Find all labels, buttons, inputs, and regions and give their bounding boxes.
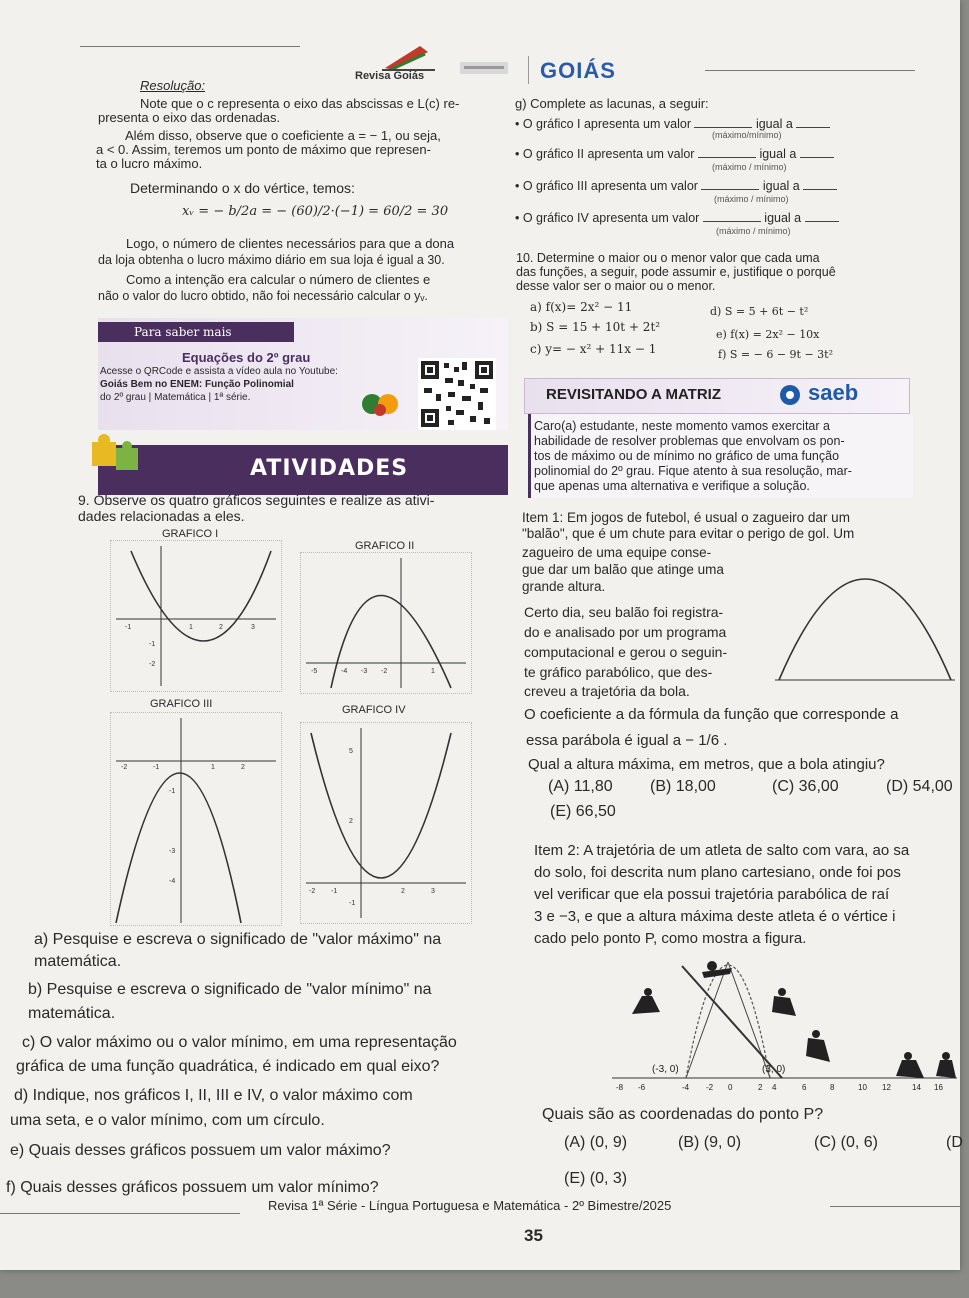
blank-g3: • O gráfico III apresenta um valor igual a bbox=[515, 178, 837, 194]
item1-l4: gue dar um balão que atinge uma bbox=[522, 562, 724, 577]
graph3 bbox=[110, 712, 282, 926]
item2-option-b[interactable]: (B) (9, 0) bbox=[678, 1134, 742, 1151]
item1-l2: "balão", que é um chute para evitar o perigo de gol. Um bbox=[522, 526, 855, 541]
resolucao-p5b: não o valor do lucro obtido, não foi necessário calcular o yᵥ. bbox=[98, 289, 428, 303]
blank-g2: • O gráfico II apresenta um valor igual a bbox=[515, 146, 834, 162]
resolucao-p4: Logo, o número de clientes necessários para que a dona bbox=[126, 236, 455, 251]
pole-vault-graph bbox=[612, 952, 962, 1102]
svg-text:-1: -1 bbox=[149, 641, 156, 648]
item2-l3: vel verificar que ela possui trajetória parabólica de raí bbox=[534, 886, 890, 903]
mm-hint-1: (máximo/mínimo) bbox=[712, 130, 782, 140]
svg-text:-8: -8 bbox=[616, 1083, 624, 1092]
item1-option-d[interactable]: (D) 54,00 bbox=[886, 778, 953, 795]
item2-option-a[interactable]: (A) (0, 9) bbox=[564, 1134, 628, 1151]
graph2 bbox=[300, 552, 472, 694]
item2-l5: cado pelo ponto P, como mostra a figura. bbox=[534, 930, 807, 947]
governo-emblem-icon bbox=[460, 60, 510, 76]
item2-l1: Item 2: A trajetória de um atleta de salto com vara, ao sa bbox=[534, 842, 910, 859]
q10-fa: a) f(x)= 2x² − 11 bbox=[530, 300, 633, 314]
item1-option-c[interactable]: (C) 36,00 bbox=[772, 778, 839, 795]
para-saber-l2: Goiás Bem no ENEM: Função Polinomial bbox=[100, 379, 294, 390]
item1-l5: grande altura. bbox=[522, 579, 606, 594]
graph4-title: GRAFICO IV bbox=[342, 704, 406, 716]
svg-text:8: 8 bbox=[830, 1083, 835, 1092]
svg-text:-1: -1 bbox=[169, 788, 176, 795]
item2-option-c[interactable]: (C) (0, 6) bbox=[814, 1134, 878, 1151]
task-d-l2: uma seta, e o valor mínimo, com um círculo. bbox=[10, 1112, 325, 1129]
q10-fe: e) f(x) = 2x² − 10x bbox=[716, 328, 820, 341]
graph1-title: GRAFICO I bbox=[162, 528, 219, 540]
svg-text:3: 3 bbox=[251, 624, 255, 631]
resolucao-p4b: da loja obtenha o lucro máximo diário em sua loja é igual a 30. bbox=[98, 253, 445, 267]
graph4 bbox=[300, 722, 472, 924]
svg-text:-6: -6 bbox=[638, 1083, 646, 1092]
resolucao-p2: Além disso, observe que o coeficiente a = − 1, ou seja, bbox=[125, 128, 441, 143]
svg-text:1: 1 bbox=[189, 624, 193, 631]
puzzle-icon bbox=[84, 430, 154, 480]
item1-l3: zagueiro de uma equipe conse- bbox=[522, 545, 712, 560]
svg-text:16: 16 bbox=[934, 1083, 943, 1092]
svg-text:1: 1 bbox=[431, 668, 435, 675]
task-c-l1: c) O valor máximo ou o valor mínimo, em uma representação bbox=[22, 1034, 457, 1051]
svg-text:-2: -2 bbox=[149, 661, 156, 668]
footer-text: Revisa 1ª Série - Língua Portuguesa e Matemática - 2º Bimestre/2025 bbox=[268, 1198, 672, 1213]
svg-text:1: 1 bbox=[211, 764, 215, 771]
svg-text:-4: -4 bbox=[169, 878, 176, 885]
svg-text:5: 5 bbox=[349, 748, 353, 755]
item1-option-e[interactable]: (E) 66,50 bbox=[550, 803, 616, 820]
athlete-silhouettes-icon bbox=[632, 961, 956, 1078]
svg-text:-1: -1 bbox=[331, 888, 338, 895]
task-b-l2: matemática. bbox=[28, 1005, 116, 1022]
matriz-l3: tos de máximo ou de mínimo no gráfico de uma função bbox=[534, 449, 840, 463]
qrcode-icon[interactable] bbox=[418, 358, 496, 430]
svg-text:2: 2 bbox=[401, 888, 405, 895]
svg-text:-1: -1 bbox=[349, 900, 356, 907]
revisa-goias-logo: Revisa Goiás bbox=[355, 70, 425, 82]
svg-text:-3: -3 bbox=[361, 668, 368, 675]
top-rule-right bbox=[705, 70, 915, 71]
task-b-l1: b) Pesquise e escreva o significado de "valor mínimo" na bbox=[28, 981, 432, 998]
item1-l1: Item 1: Em jogos de futebol, é usual o zagueiro dar um bbox=[522, 510, 850, 525]
svg-text:3: 3 bbox=[431, 888, 435, 895]
svg-text:-3: -3 bbox=[169, 848, 176, 855]
goias-logo: GOIÁS bbox=[540, 58, 616, 83]
svg-text:-4: -4 bbox=[341, 668, 348, 675]
task-f: f) Quais desses gráficos possuem um valor mínimo? bbox=[6, 1179, 379, 1196]
item1-option-a[interactable]: (A) 11,80 bbox=[548, 778, 613, 795]
mm-hint-4: (máximo / mínimo) bbox=[716, 226, 791, 236]
svg-text:-1: -1 bbox=[153, 764, 160, 771]
item1-l9: te gráfico parabólico, que des- bbox=[524, 664, 713, 680]
item1-l8: computacional e gerou o seguin- bbox=[524, 644, 728, 660]
saeb-logo-icon bbox=[776, 384, 804, 406]
para-saber-l3: do 2º grau | Matemática | 1ª série. bbox=[100, 392, 251, 403]
para-saber-title: Equações do 2º grau bbox=[182, 350, 311, 365]
para-saber-l1: Acesse o QRCode e assista a vídeo aula no Youtube: bbox=[100, 366, 338, 377]
header-divider bbox=[528, 56, 529, 84]
matriz-l4: polinomial do 2º grau. Fique atento à sua resolução, mar- bbox=[534, 464, 852, 478]
svg-text:-4: -4 bbox=[682, 1083, 690, 1092]
svg-text:4: 4 bbox=[772, 1083, 777, 1092]
svg-text:2: 2 bbox=[349, 818, 353, 825]
top-rule bbox=[80, 46, 300, 47]
resolucao-title: Resolução: bbox=[140, 78, 206, 93]
svg-text:-2: -2 bbox=[706, 1083, 714, 1092]
item1-l7: do e analisado por um programa bbox=[524, 624, 727, 640]
svg-text:-5: -5 bbox=[311, 668, 318, 675]
item1-l11: O coeficiente a da fórmula da função que corresponde a bbox=[524, 706, 899, 723]
blank-g4: • O gráfico IV apresenta um valor igual a bbox=[515, 210, 839, 226]
graph2-title: GRAFICO II bbox=[355, 540, 415, 552]
footer-rule-right bbox=[830, 1206, 960, 1207]
item1-l6: Certo dia, seu balão foi registra- bbox=[524, 604, 724, 620]
q10-ff: f) S = − 6 − 9t − 3t² bbox=[718, 348, 833, 361]
item1-l12: essa parábola é igual a − 1/6 . bbox=[526, 732, 728, 749]
item1-l10: creveu a trajetória da bola. bbox=[524, 683, 690, 699]
resolucao-p3: Determinando o x do vértice, temos: bbox=[130, 180, 355, 196]
svg-text:6: 6 bbox=[802, 1083, 807, 1092]
footer-rule-left bbox=[0, 1213, 240, 1214]
item2-l2: do solo, foi descrita num plano cartesiano, onde foi pos bbox=[534, 864, 901, 881]
mm-hint-3: (máximo / mínimo) bbox=[714, 194, 789, 204]
revisa-logo-icon bbox=[380, 40, 440, 72]
resolucao-p5: Como a intenção era calcular o número de clientes e bbox=[126, 272, 431, 287]
task-c-l2: gráfica de uma função quadrática, é indicado em qual eixo? bbox=[16, 1058, 440, 1075]
q10-fd: d) S = 5 + 6t − t² bbox=[710, 305, 809, 318]
svg-text:14: 14 bbox=[912, 1083, 921, 1092]
svg-text:-2: -2 bbox=[309, 888, 316, 895]
task-d-l1: d) Indique, nos gráficos I, II, III e IV, o valor máximo com bbox=[14, 1087, 413, 1104]
q9-l2: dades relacionadas a eles. bbox=[78, 508, 245, 524]
para-saber-label: Para saber mais bbox=[98, 322, 294, 342]
q10-l3: desse valor ser o maior ou o menor. bbox=[516, 279, 716, 293]
q10-fc: c) y= − x² + 11x − 1 bbox=[530, 342, 657, 356]
q9g-title: g) Complete as lacunas, a seguir: bbox=[515, 96, 709, 111]
resolucao-p2b: a < 0. Assim, teremos um ponto de máximo que represen- bbox=[96, 142, 431, 157]
ball-trajectory-graph bbox=[775, 558, 955, 688]
q10-fb: b) S = 15 + 10t + 2t² bbox=[530, 320, 661, 334]
goias-bem-logo-icon bbox=[360, 392, 400, 416]
task-a-l1: a) Pesquise e escreva o significado de "valor máximo" na bbox=[34, 931, 442, 948]
item2-option-d[interactable]: (D bbox=[946, 1134, 963, 1151]
graph1 bbox=[110, 540, 282, 692]
blank-g1: • O gráfico I apresenta um valor igual a bbox=[515, 116, 830, 132]
matriz-l2: habilidade de resolver problemas que envolvam os pon- bbox=[534, 434, 845, 448]
svg-text:-2: -2 bbox=[381, 668, 388, 675]
resolucao-p2c: ta o lucro máximo. bbox=[96, 156, 203, 171]
resolucao-p1b: presenta o eixo das ordenadas. bbox=[98, 110, 281, 125]
page-number: 35 bbox=[524, 1226, 543, 1245]
mm-hint-2: (máximo / mínimo) bbox=[712, 162, 787, 172]
item2-l4: 3 e −3, e que a altura máxima deste atleta é o vértice i bbox=[534, 908, 896, 925]
vertex-formula: xᵥ = − b/2a = − (60)/2·(−1) = 60/2 = 30 bbox=[182, 204, 449, 219]
svg-text:-2: -2 bbox=[121, 764, 128, 771]
q10-l2: das funções, a seguir, pode assumir e, justifique o porquê bbox=[516, 265, 836, 279]
atividades-title: ATIVIDADES bbox=[250, 456, 409, 481]
resolucao-p1: Note que o c representa o eixo das abscissas e L(c) re- bbox=[140, 96, 460, 111]
q10-l1: 10. Determine o maior ou o menor valor que cada uma bbox=[516, 251, 820, 265]
matriz-title: REVISITANDO A MATRIZ bbox=[546, 386, 721, 403]
item1-l13: Qual a altura máxima, em metros, que a bola atingiu? bbox=[528, 756, 885, 773]
svg-text:2: 2 bbox=[241, 764, 245, 771]
item1-option-b[interactable]: (B) 18,00 bbox=[650, 778, 716, 795]
point-pos3: (3, 0) bbox=[762, 1064, 786, 1075]
graph3-title: GRAFICO III bbox=[150, 698, 213, 710]
point-neg3: (-3, 0) bbox=[652, 1064, 679, 1075]
task-e: e) Quais desses gráficos possuem um valor máximo? bbox=[10, 1142, 391, 1159]
saeb-logo: saeb bbox=[808, 380, 859, 405]
svg-text:0: 0 bbox=[728, 1083, 733, 1092]
item2-question: Quais são as coordenadas do ponto P? bbox=[542, 1106, 824, 1123]
q9-l1: 9. Observe os quatro gráficos seguintes e realize as ativi- bbox=[78, 492, 435, 508]
matriz-l1: Caro(a) estudante, neste momento vamos exercitar a bbox=[534, 419, 830, 433]
svg-text:12: 12 bbox=[882, 1083, 891, 1092]
svg-text:10: 10 bbox=[858, 1083, 867, 1092]
matriz-l5: que apenas uma alternativa e verifique a solução. bbox=[534, 479, 810, 493]
svg-text:2: 2 bbox=[219, 624, 223, 631]
svg-text:-1: -1 bbox=[125, 624, 132, 631]
item2-option-e[interactable]: (E) (0, 3) bbox=[564, 1170, 628, 1187]
svg-text:2: 2 bbox=[758, 1083, 763, 1092]
task-a-l2: matemática. bbox=[34, 953, 122, 970]
